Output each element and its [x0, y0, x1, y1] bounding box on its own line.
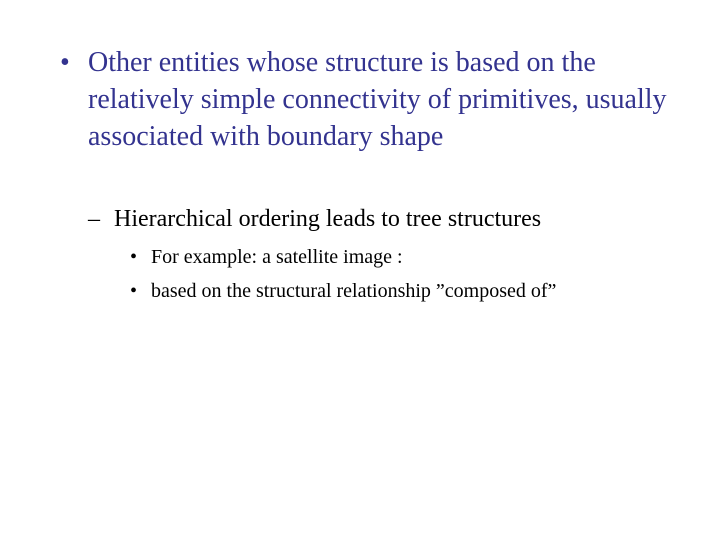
- bullet-text: For example: a satellite image :: [151, 246, 403, 268]
- bullet-item-level2: [88, 202, 688, 236]
- bullet-item-level1: [60, 44, 680, 155]
- bullet-text: Other entities whose structure is based on the relatively simple connectivity of primitives, usually associated with boundary shape: [88, 47, 667, 152]
- bullet-item-level3: [130, 277, 690, 305]
- bullet-text: based on the structural relationship ”composed of”: [151, 280, 557, 302]
- bullet-item-level3: [130, 243, 690, 271]
- dash-marker: –: [88, 206, 100, 232]
- bullet-marker: •: [130, 246, 138, 268]
- bullet-text: Hierarchical ordering leads to tree structures: [114, 206, 542, 232]
- bullet-marker: •: [60, 47, 70, 78]
- bullet-marker: •: [130, 280, 138, 302]
